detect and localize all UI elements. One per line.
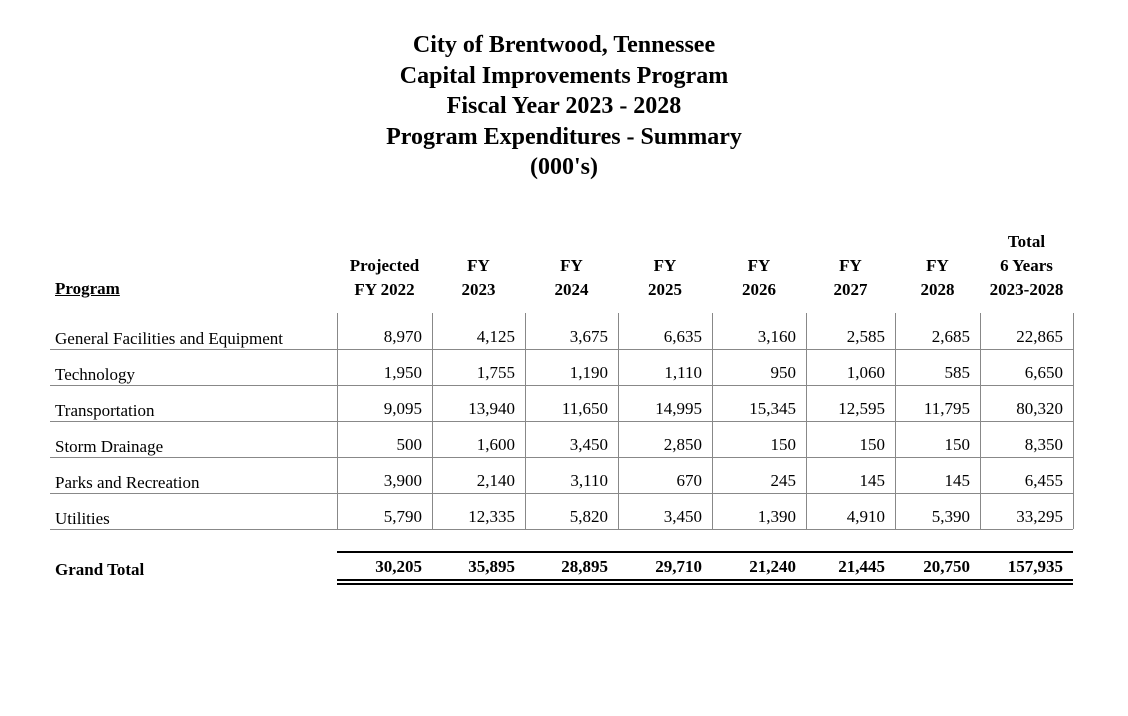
column-header-line: FY	[653, 256, 677, 275]
table-cell: 80,320	[1016, 399, 1063, 418]
table-cell: 1,060	[846, 363, 885, 382]
table-cell: 3,160	[757, 327, 796, 346]
grand-total-cell: 30,205	[375, 557, 422, 576]
grand-total-cell: 28,895	[561, 557, 608, 576]
row-divider	[50, 349, 1073, 350]
table-cell: 150	[944, 435, 970, 454]
table-cell: 1,755	[476, 363, 515, 382]
column-header-line: 2025	[648, 280, 682, 299]
column-header-line: FY	[560, 256, 583, 275]
title-line: City of Brentwood, Tennessee	[412, 32, 716, 58]
grand-total-cell: 157,935	[1007, 557, 1063, 576]
table-cell: 4,910	[846, 507, 885, 526]
table-cell: 8,350	[1024, 435, 1063, 454]
column-header-line: FY 2022	[354, 280, 415, 299]
column-header	[432, 254, 525, 302]
column-header	[712, 254, 806, 302]
table-cell: 2,140	[476, 471, 515, 490]
column-header-line: Projected	[349, 256, 420, 275]
program-column-header: Program	[55, 279, 120, 298]
grand-total-cell: 21,445	[838, 557, 885, 576]
row-divider	[50, 529, 1073, 530]
table-cell: 12,335	[468, 507, 515, 526]
column-header-line: 2027	[833, 280, 868, 299]
table-cell: 13,940	[468, 399, 515, 418]
column-header-line: 2023-2028	[989, 280, 1064, 299]
column-header-line: FY	[926, 256, 949, 275]
table-cell: 2,685	[931, 327, 970, 346]
title-line: Fiscal Year 2023 - 2028	[446, 93, 682, 119]
title-line: (000's)	[530, 154, 598, 180]
table-cell: 1,190	[569, 363, 608, 382]
row-label: Parks and Recreation	[55, 473, 200, 492]
table-cell: 145	[944, 471, 970, 490]
table-cell: 500	[396, 435, 422, 454]
row-label: Transportation	[55, 401, 155, 420]
row-divider	[50, 493, 1073, 494]
column-header	[618, 254, 712, 302]
column-header	[980, 230, 1073, 302]
document-title	[0, 30, 1128, 183]
column-header-line: 2026	[742, 280, 776, 299]
row-label: Storm Drainage	[55, 437, 164, 456]
column-header	[337, 254, 432, 302]
title-line: Capital Improvements Program	[399, 62, 729, 89]
table-cell: 12,595	[838, 399, 885, 418]
column-header-line: FY	[467, 256, 490, 275]
column-header-line: 6 Years	[1000, 256, 1053, 275]
table-cell: 15,345	[749, 399, 796, 418]
row-divider	[50, 457, 1073, 458]
table-cell: 245	[770, 471, 796, 490]
table-cell: 3,900	[383, 471, 422, 490]
grand-total-top-rule	[337, 551, 1073, 553]
table-cell: 950	[770, 363, 796, 382]
grand-total-label: Grand Total	[55, 560, 145, 579]
column-header-line: 2023	[461, 280, 496, 299]
grand-total-double-rule	[337, 579, 1073, 581]
column-header-line: Total	[1007, 232, 1046, 251]
grand-total-cell: 35,895	[468, 557, 515, 576]
row-divider	[50, 385, 1073, 386]
row-divider	[50, 421, 1073, 422]
table-cell: 3,675	[569, 327, 608, 346]
table-cell: 5,820	[569, 507, 608, 526]
table-cell: 9,095	[383, 399, 422, 418]
grand-total-cell: 20,750	[923, 557, 970, 576]
column-header	[806, 254, 895, 302]
table-cell: 33,295	[1016, 507, 1063, 526]
grand-total-cell: 21,240	[749, 557, 796, 576]
table-cell: 14,995	[655, 399, 702, 418]
table-cell: 1,390	[757, 507, 796, 526]
table-cell: 145	[859, 471, 885, 490]
table-cell: 150	[770, 435, 796, 454]
column-divider	[1073, 313, 1074, 529]
table-cell: 150	[859, 435, 885, 454]
table-cell: 4,125	[476, 327, 515, 346]
table-cell: 2,850	[663, 435, 702, 454]
table-cell: 11,795	[923, 399, 970, 418]
row-label: Technology	[55, 365, 136, 384]
column-header-line: 2028	[920, 280, 955, 299]
table-cell: 6,650	[1024, 363, 1063, 382]
table-cell: 5,790	[383, 507, 422, 526]
table-cell: 5,390	[931, 507, 970, 526]
table-cell: 1,600	[476, 435, 515, 454]
table-cell: 8,970	[383, 327, 422, 346]
table-cell: 22,865	[1016, 327, 1063, 346]
table-cell: 6,455	[1024, 471, 1063, 490]
column-header	[895, 254, 980, 302]
table-cell: 3,450	[569, 435, 608, 454]
title-line: Program Expenditures - Summary	[386, 123, 742, 150]
table-cell: 3,450	[663, 507, 702, 526]
column-header	[525, 254, 618, 302]
row-label: General Facilities and Equipment	[55, 329, 284, 348]
column-header-line: 2024	[554, 280, 589, 299]
table-cell: 3,110	[570, 471, 608, 490]
row-label: Utilities	[55, 509, 110, 528]
grand-total-double-rule	[337, 583, 1073, 585]
grand-total-cell: 29,710	[655, 557, 702, 576]
table-cell: 585	[944, 363, 970, 382]
table-cell: 1,950	[383, 363, 422, 382]
table-cell: 2,585	[846, 327, 885, 346]
column-header-line: FY	[839, 256, 862, 275]
table-cell: 11,650	[561, 399, 608, 418]
table-cell: 1,110	[664, 363, 702, 382]
table-cell: 6,635	[663, 327, 702, 346]
column-header-line: FY	[747, 256, 771, 275]
table-cell: 670	[676, 471, 702, 490]
